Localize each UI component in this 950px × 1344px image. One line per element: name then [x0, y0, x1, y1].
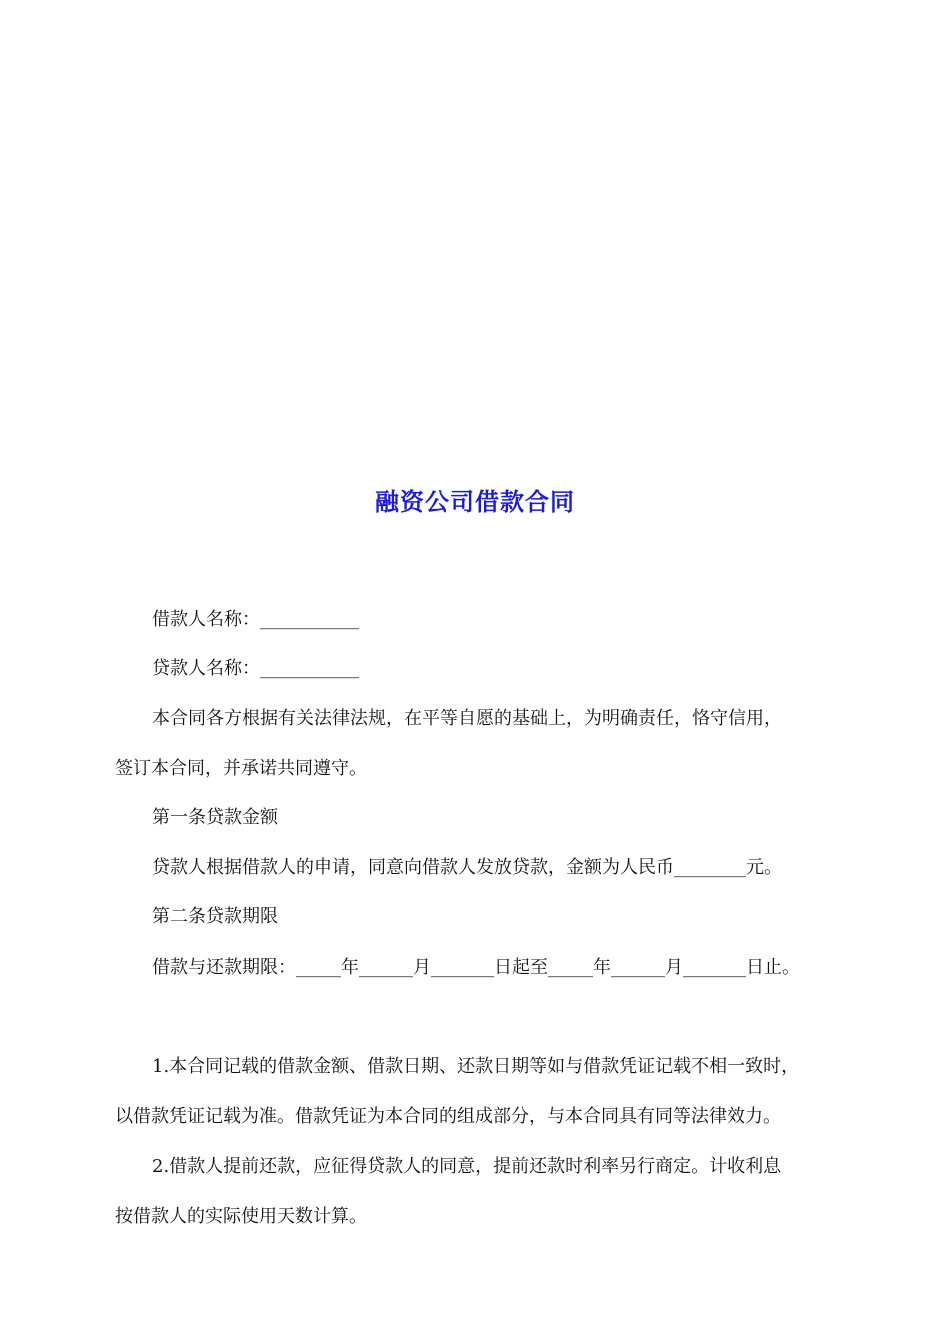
article-1-text: 贷款人根据借款人的申请，同意向借款人发放贷款，金额为人民币________元。 [152, 857, 782, 878]
clause-1-line-2: 以借款凭证记载为准。借款凭证为本合同的组成部分，与本合同具有同等法律效力。 [115, 1106, 781, 1127]
article-2-text: 借款与还款期限：_____年______月_______日起至_____年______月_______日止。 [152, 957, 800, 978]
borrower-name-line: 借款人名称：___________ [152, 609, 359, 630]
clause-1-line-1: 1.本合同记载的借款金额、借款日期、还款日期等如与借款凭证记载不相一致时， [152, 1056, 800, 1077]
document-title: 融资公司借款合同 [375, 488, 575, 516]
preamble-line-2: 签订本合同，并承诺共同遵守。 [115, 758, 367, 779]
clause-2-line-1: 2.借款人提前还款，应征得贷款人的同意，提前还款时利率另行商定。计收利息 [152, 1156, 782, 1177]
lender-name-line: 贷款人名称：___________ [152, 658, 359, 679]
article-2-heading: 第二条贷款期限 [152, 906, 278, 927]
clause-2-line-2: 按借款人的实际使用天数计算。 [115, 1206, 367, 1227]
article-1-heading: 第一条贷款金额 [152, 807, 278, 828]
preamble-line-1: 本合同各方根据有关法律法规，在平等自愿的基础上，为明确责任，恪守信用， [152, 708, 782, 729]
